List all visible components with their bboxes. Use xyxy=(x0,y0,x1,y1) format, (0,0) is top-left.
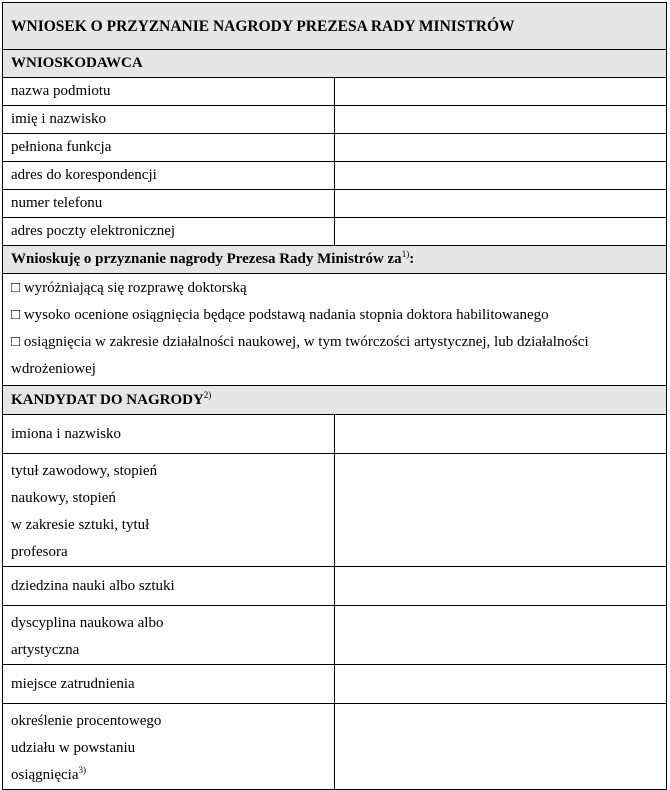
request-options-row xyxy=(3,274,667,386)
applicant-row-phone xyxy=(3,190,667,218)
field-label: miejsce zatrudnienia xyxy=(3,665,335,704)
full-name-field[interactable] xyxy=(335,106,667,134)
applicant-heading-row xyxy=(3,50,667,78)
option-habilitation[interactable] xyxy=(11,302,666,329)
applicant-row-function xyxy=(3,134,667,162)
candidate-row-domain xyxy=(3,567,667,606)
field-label: pełniona funkcja xyxy=(3,134,335,162)
field-label: numer telefonu xyxy=(3,190,335,218)
candidate-row-share xyxy=(3,704,667,790)
field-label: dziedzina nauki albo sztuki xyxy=(3,567,335,606)
option-label: wysoko ocenione osiągnięcia będące podstawą nadania stopnia doktora habilitowanego xyxy=(23,307,549,323)
checkbox-icon[interactable]: □ xyxy=(11,334,21,350)
candidate-heading: KANDYDAT DO NAGRODY$^{2)}$ xyxy=(3,386,667,415)
footnote-marker: 1) xyxy=(401,249,410,259)
checkbox-icon[interactable]: □ xyxy=(11,280,21,296)
field-label: imiona i nazwisko xyxy=(3,415,335,454)
phone-field[interactable] xyxy=(335,190,667,218)
candidate-share-field[interactable] xyxy=(335,704,667,790)
candidate-row-employer xyxy=(3,665,667,704)
field-label: określenie procentowego udziału w powstaniu osiągnięcia$^{3)}$ xyxy=(3,704,335,790)
option-label: osiągnięcia w zakresie działalności naukowej, w tym twórczości artystycznej, lub działalności wdrożeniowej xyxy=(11,334,589,377)
field-label: tytuł zawodowy, stopień naukowy, stopień w zakresie sztuki, tytuł profesora xyxy=(3,454,335,567)
function-field[interactable] xyxy=(335,134,667,162)
applicant-heading: WNIOSKODAWCA xyxy=(3,50,667,78)
candidate-row-discipline xyxy=(3,606,667,665)
footnote-marker: 2) xyxy=(203,389,212,400)
form-title: WNIOSEK O PRZYZNANIE NAGRODY PREZESA RADY MINISTRÓW xyxy=(3,3,667,50)
candidate-row-names xyxy=(3,415,667,454)
option-label: wyróżniającą się rozprawę doktorską xyxy=(23,280,247,296)
candidate-discipline-field[interactable] xyxy=(335,606,667,665)
email-field[interactable] xyxy=(335,218,667,246)
candidate-degree-field[interactable] xyxy=(335,454,667,567)
request-heading-row xyxy=(3,246,667,274)
candidate-domain-field[interactable] xyxy=(335,567,667,606)
request-heading: Wnioskuję o przyznanie nagrody Prezesa Rady Ministrów $za^{1)}$: xyxy=(3,246,667,274)
form-title-row xyxy=(3,3,667,50)
request-options xyxy=(3,274,667,386)
field-label: nazwa podmiotu xyxy=(3,78,335,106)
entity-name-field[interactable] xyxy=(335,78,667,106)
option-doctoral-thesis[interactable] xyxy=(11,275,666,302)
applicant-row-address xyxy=(3,162,667,190)
application-form-table xyxy=(2,2,667,790)
field-label: imię i nazwisko xyxy=(3,106,335,134)
candidate-employer-field[interactable] xyxy=(335,665,667,704)
checkbox-icon[interactable]: □ xyxy=(11,307,21,323)
applicant-row-entity-name xyxy=(3,78,667,106)
field-label: dyscyplina naukowa albo artystyczna xyxy=(3,606,335,665)
field-label: adres do korespondencji xyxy=(3,162,335,190)
candidate-names-field[interactable] xyxy=(335,415,667,454)
address-field[interactable] xyxy=(335,162,667,190)
footnote-marker: 3) xyxy=(78,765,86,775)
option-scientific-activity[interactable] xyxy=(11,329,666,383)
field-label: adres poczty elektronicznej xyxy=(3,218,335,246)
applicant-row-email xyxy=(3,218,667,246)
candidate-row-degree xyxy=(3,454,667,567)
applicant-row-full-name xyxy=(3,106,667,134)
candidate-heading-row xyxy=(3,386,667,415)
